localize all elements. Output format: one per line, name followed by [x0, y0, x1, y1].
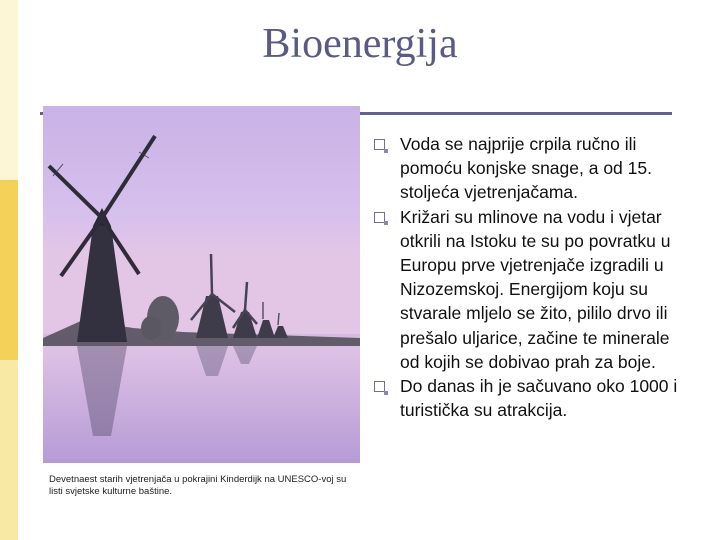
windmills-illustration: [43, 106, 360, 463]
photo-caption: Devetnaest starih vjetrenjača u pokrajini Kinderdijk na UNESCO-voj su listi svjetske kulturne baštine.: [49, 474, 347, 497]
accent-bar-segment-middle: [0, 180, 18, 360]
slide-title: Bioenergija: [262, 21, 458, 67]
bullet-list: [372, 132, 682, 422]
bullet-text: Voda se najprije crpila ručno ili pomoću konjske snage, a od 15. stoljeća vjetrenjačama.: [400, 134, 652, 203]
bullet-item: [372, 205, 682, 374]
square-bullet-icon: [374, 212, 385, 223]
square-bullet-icon: [374, 139, 385, 150]
windmills-photo: [43, 106, 360, 463]
bullet-item: [372, 132, 682, 205]
square-bullet-icon: [374, 381, 385, 392]
bullet-text: Do danas ih je sačuvano oko 1000 i turistička su atrakcija.: [400, 376, 678, 421]
bullet-item: [372, 374, 682, 422]
left-accent-bar: [0, 0, 18, 540]
accent-bar-segment-bottom: [0, 360, 18, 540]
bullet-text: Križari su mlinove na vodu i vjetar otkrili na Istoku te su po povratku u Europu prve vjetrenjače izgradili u Nizozemskoj. Energijom koju su stvarale mljelo se žito, pililo drvo ili prešalo uljarice, začine te minerale od kojih se dobivao prah za boje.: [400, 206, 671, 372]
